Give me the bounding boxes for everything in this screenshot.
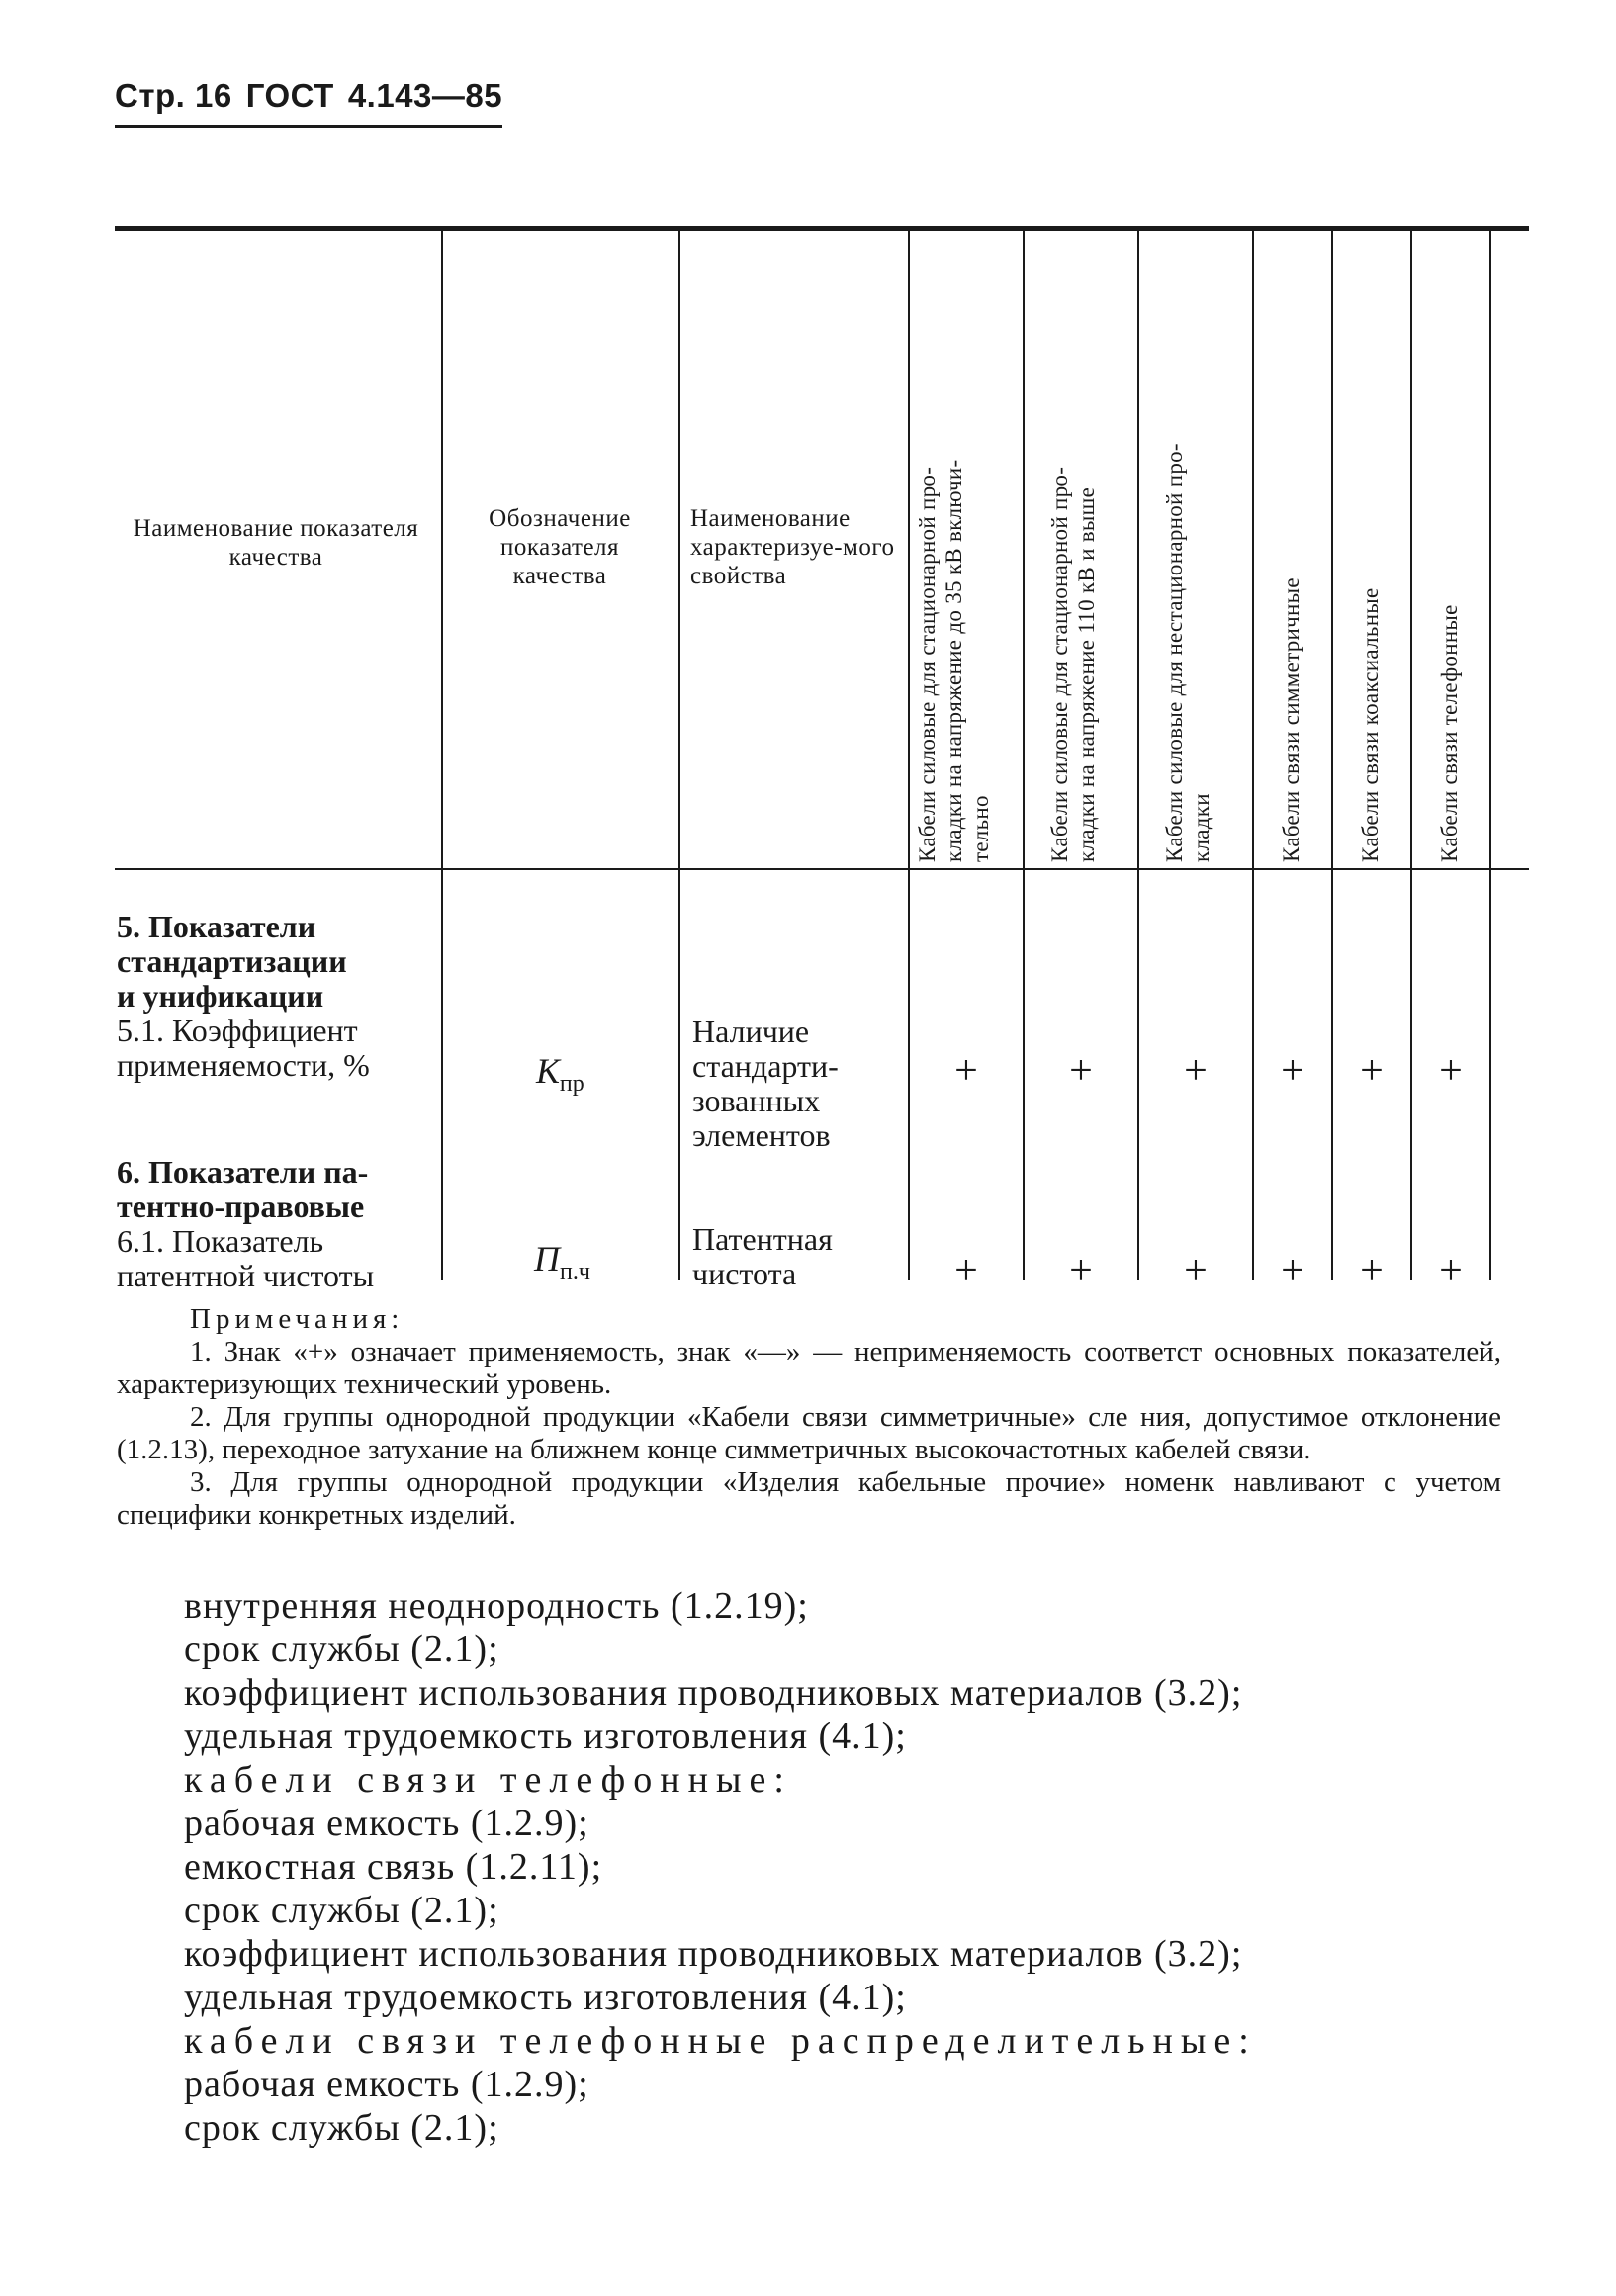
mark-6-4: + (1281, 1248, 1304, 1293)
property-patent-purity: Патентная чистота (692, 1221, 833, 1291)
col-divider (908, 231, 910, 1280)
standard-code: 4.143—85 (347, 77, 503, 114)
notes-title: Примечания: (190, 1303, 404, 1335)
mark-6-5: + (1360, 1248, 1384, 1293)
note-3: 3. Для группы однородной продукции «Изделия кабельные прочие» номенк навливают с учетом специфики конкретных изделий. (117, 1466, 1501, 1531)
notes (117, 1303, 1501, 1532)
header-coaxial-cable: Кабели связи коаксиальные (1358, 587, 1383, 862)
symbol-p-pch: $П_{п.ч}$ (534, 1239, 590, 1285)
mark-6-1: + (954, 1248, 978, 1293)
section-5: 5. Показатели стандартизации и унификации 5.1. Коэффициент применяемости, % (117, 909, 370, 1083)
col-divider (678, 231, 680, 1280)
list-heading: кабели связи телефонные: (184, 1759, 792, 1801)
mark-5-3: + (1184, 1048, 1208, 1094)
col-divider (1331, 231, 1333, 1280)
mark-5-2: + (1069, 1048, 1093, 1094)
col-divider (441, 231, 443, 1280)
col-divider (1489, 231, 1491, 1280)
header-property: Наименование характеризуе-мого свойства (690, 505, 895, 589)
symbol-k-pr: $К_{пр}$ (536, 1051, 584, 1098)
indicator-list (184, 1584, 1257, 2150)
list-item: срок службы (2.1); (184, 2107, 499, 2149)
list-item: удельная трудоемкость изготовления (4.1); (184, 1977, 907, 2018)
header-power-cable-110kv: Кабели силовые для стационарной про- кладки на напряжение 110 кВ и выше (1047, 466, 1099, 862)
list-item: внутренняя неоднородность (1.2.19); (184, 1585, 809, 1627)
property-standardized-elements: Наличие стандарти- зованных элементов (692, 1014, 839, 1153)
header-bottom-rule (115, 868, 1529, 870)
section-6: 6. Показатели па- тентно-правовые 6.1. Показатель патентной чистоты (117, 1154, 375, 1293)
list-item: коэффициент использования проводниковых материалов (3.2); (184, 1672, 1243, 1714)
list-item: коэффициент использования проводниковых материалов (3.2); (184, 1933, 1243, 1975)
list-item: удельная трудоемкость изготовления (4.1); (184, 1716, 907, 1757)
mark-5-4: + (1281, 1048, 1304, 1094)
col-divider (1023, 231, 1025, 1280)
list-item: рабочая емкость (1.2.9); (184, 1803, 589, 1844)
table-top-rule (115, 226, 1529, 231)
mark-5-1: + (954, 1048, 978, 1094)
header-symmetric-cable: Кабели связи симметричные (1279, 577, 1303, 862)
note-2: 2. Для группы однородной продукции «Кабели связи симметричные» сле ния, допустимое отклонение (1.2.13), переходное затухание на ближнем конце симметричных высокочастотных кабелей связи. (117, 1401, 1501, 1465)
page-number: Стр. 16 (115, 77, 232, 114)
mark-5-6: + (1439, 1048, 1463, 1094)
list-heading: кабели связи телефонные распределительные: (184, 2020, 1257, 2062)
note-1: 1. Знак «+» означает применяемость, знак «—» — неприменяемость соответст основных показателей, характеризующих технический уровень. (117, 1336, 1501, 1400)
header-designation: Обозначение показателя качества (489, 505, 631, 589)
header-telephone-cable: Кабели связи телефонные (1437, 604, 1462, 862)
list-item: срок службы (2.1); (184, 1890, 499, 1931)
list-item: срок службы (2.1); (184, 1629, 499, 1670)
col-divider (1410, 231, 1412, 1280)
list-item: емкостная связь (1.2.11); (184, 1846, 603, 1888)
col-divider (1137, 231, 1139, 1280)
mark-6-2: + (1069, 1248, 1093, 1293)
page-header (115, 77, 502, 128)
standard-name: ГОСТ (245, 77, 334, 114)
mark-6-6: + (1439, 1248, 1463, 1293)
header-indicator-name: Наименование показателя качества (133, 515, 419, 571)
mark-6-3: + (1184, 1248, 1208, 1293)
col-divider (1252, 231, 1254, 1280)
header-power-cable-mobile: Кабели силовые для нестационарной про- кладки (1162, 443, 1213, 862)
header-power-cable-35kv: Кабели силовые для стационарной про- кладки на напряжение до 35 кВ включи- тельно (915, 459, 993, 862)
list-item: рабочая емкость (1.2.9); (184, 2064, 589, 2105)
mark-5-5: + (1360, 1048, 1384, 1094)
